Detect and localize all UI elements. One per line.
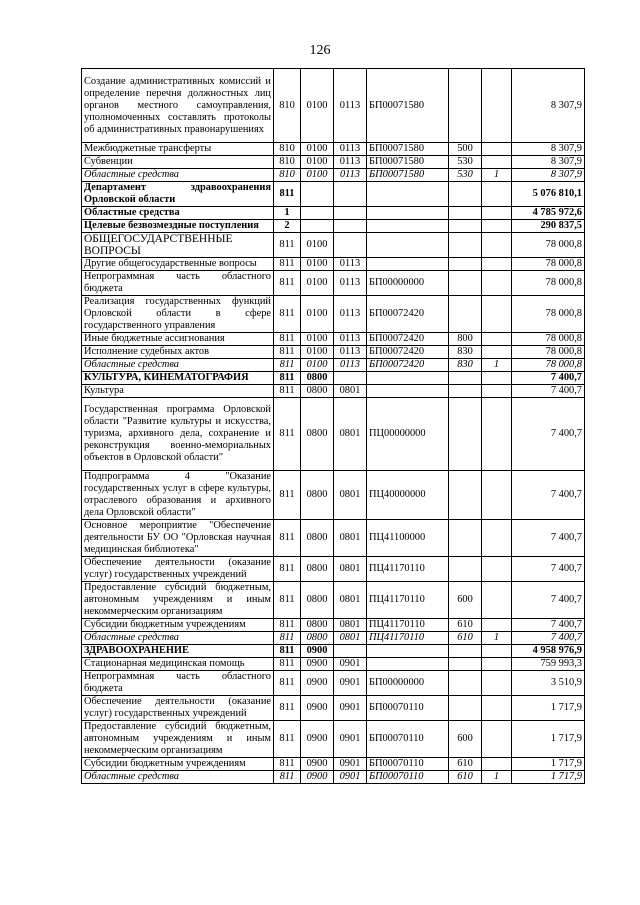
funding-source-code-cell [482, 333, 512, 346]
amount-cell: 7 400,7 [512, 520, 585, 557]
target-article-code-cell [367, 385, 449, 398]
section-code-cell [301, 207, 334, 220]
section-code-cell: 0800 [301, 582, 334, 619]
grbs-code-cell: 1 [274, 207, 301, 220]
amount-cell: 7 400,7 [512, 582, 585, 619]
expense-type-code-cell: 610 [449, 758, 482, 771]
target-article-code-cell: ПЦ00000000 [367, 398, 449, 471]
table-row [82, 471, 585, 520]
funding-source-code-cell [482, 69, 512, 143]
grbs-code-cell: 811 [274, 182, 301, 207]
row-name-cell: Предоставление субсидий бюджетным, автономным учреждениям и иным некоммерческим организациям [82, 582, 274, 619]
grbs-code-cell: 811 [274, 385, 301, 398]
amount-cell: 78 000,8 [512, 233, 585, 258]
table-row [82, 359, 585, 372]
row-name-cell: Обеспечение деятельности (оказание услуг) государственных учреждений [82, 557, 274, 582]
amount-cell: 1 717,9 [512, 758, 585, 771]
subsection-code-cell [334, 207, 367, 220]
section-code-cell: 0100 [301, 258, 334, 271]
funding-source-code-cell [482, 258, 512, 271]
section-code-cell: 0900 [301, 645, 334, 658]
table-row [82, 271, 585, 296]
table-row [82, 582, 585, 619]
amount-cell: 7 400,7 [512, 385, 585, 398]
expense-type-code-cell: 830 [449, 346, 482, 359]
row-name-cell: Создание административных комиссий и определение перечня должностных лиц органов местного самоуправления, уполномоченных составлять протоколы об административных правонарушениях [82, 69, 274, 143]
funding-source-code-cell [482, 398, 512, 471]
row-name-cell: Областные средства [82, 632, 274, 645]
section-code-cell: 0900 [301, 671, 334, 696]
subsection-code-cell: 0113 [334, 333, 367, 346]
grbs-code-cell: 811 [274, 372, 301, 385]
subsection-code-cell: 0113 [334, 169, 367, 182]
subsection-code-cell: 0113 [334, 346, 367, 359]
row-name-cell: КУЛЬТУРА, КИНЕМАТОГРАФИЯ [82, 372, 274, 385]
row-name-cell: ОБЩЕГОСУДАРСТВЕННЫЕ ВОПРОСЫ [82, 233, 274, 258]
table-row [82, 645, 585, 658]
expense-type-code-cell [449, 671, 482, 696]
grbs-code-cell: 810 [274, 156, 301, 169]
target-article-code-cell: ПЦ41100000 [367, 520, 449, 557]
expense-type-code-cell: 530 [449, 156, 482, 169]
row-name-cell: Целевые безвозмездные поступления [82, 220, 274, 233]
amount-cell: 4 785 972,6 [512, 207, 585, 220]
subsection-code-cell [334, 182, 367, 207]
subsection-code-cell: 0801 [334, 557, 367, 582]
target-article-code-cell: БП00000000 [367, 671, 449, 696]
target-article-code-cell: БП00000000 [367, 271, 449, 296]
section-code-cell: 0800 [301, 632, 334, 645]
subsection-code-cell [334, 645, 367, 658]
expense-type-code-cell [449, 557, 482, 582]
table-row [82, 632, 585, 645]
target-article-code-cell: ПЦ41170110 [367, 557, 449, 582]
table-row [82, 771, 585, 784]
funding-source-code-cell [482, 156, 512, 169]
table-row [82, 557, 585, 582]
table-row [82, 385, 585, 398]
funding-source-code-cell [482, 346, 512, 359]
table-row [82, 658, 585, 671]
subsection-code-cell: 0113 [334, 69, 367, 143]
section-code-cell: 0100 [301, 333, 334, 346]
table-row [82, 296, 585, 333]
section-code-cell: 0800 [301, 398, 334, 471]
section-code-cell: 0900 [301, 771, 334, 784]
expense-type-code-cell [449, 645, 482, 658]
subsection-code-cell [334, 233, 367, 258]
section-code-cell: 0800 [301, 385, 334, 398]
section-code-cell: 0100 [301, 69, 334, 143]
amount-cell: 7 400,7 [512, 398, 585, 471]
section-code-cell [301, 182, 334, 207]
target-article-code-cell [367, 220, 449, 233]
budget-table [81, 68, 585, 784]
grbs-code-cell: 811 [274, 333, 301, 346]
target-article-code-cell: БП00070110 [367, 771, 449, 784]
expense-type-code-cell: 600 [449, 582, 482, 619]
row-name-cell: Областные средства [82, 169, 274, 182]
funding-source-code-cell [482, 758, 512, 771]
expense-type-code-cell: 830 [449, 359, 482, 372]
section-code-cell [301, 220, 334, 233]
row-name-cell: Непрограммная часть областного бюджета [82, 271, 274, 296]
subsection-code-cell: 0901 [334, 758, 367, 771]
row-name-cell: Субсидии бюджетным учреждениям [82, 758, 274, 771]
row-name-cell: Областные средства [82, 359, 274, 372]
amount-cell: 7 400,7 [512, 619, 585, 632]
subsection-code-cell [334, 220, 367, 233]
subsection-code-cell: 0901 [334, 721, 367, 758]
target-article-code-cell [367, 645, 449, 658]
row-name-cell: Государственная программа Орловской области "Развитие культуры и искусства, туризма, архивного дела, сохранение и реконструкция военно-мемориальных объектов в Орловской области" [82, 398, 274, 471]
grbs-code-cell: 811 [274, 296, 301, 333]
row-name-cell: Областные средства [82, 207, 274, 220]
section-code-cell: 0800 [301, 520, 334, 557]
target-article-code-cell: БП00071580 [367, 156, 449, 169]
funding-source-code-cell: 1 [482, 771, 512, 784]
amount-cell: 8 307,9 [512, 169, 585, 182]
expense-type-code-cell [449, 658, 482, 671]
amount-cell: 78 000,8 [512, 346, 585, 359]
funding-source-code-cell [482, 557, 512, 582]
grbs-code-cell: 811 [274, 771, 301, 784]
subsection-code-cell: 0801 [334, 398, 367, 471]
target-article-code-cell [367, 258, 449, 271]
funding-source-code-cell [482, 271, 512, 296]
table-row [82, 671, 585, 696]
section-code-cell: 0100 [301, 359, 334, 372]
subsection-code-cell: 0113 [334, 271, 367, 296]
table-row [82, 220, 585, 233]
grbs-code-cell: 811 [274, 645, 301, 658]
amount-cell: 1 717,9 [512, 721, 585, 758]
section-code-cell: 0900 [301, 721, 334, 758]
amount-cell: 78 000,8 [512, 258, 585, 271]
expense-type-code-cell [449, 696, 482, 721]
amount-cell: 7 400,7 [512, 372, 585, 385]
amount-cell: 7 400,7 [512, 557, 585, 582]
subsection-code-cell: 0113 [334, 296, 367, 333]
funding-source-code-cell [482, 207, 512, 220]
target-article-code-cell [367, 182, 449, 207]
section-code-cell: 0800 [301, 619, 334, 632]
funding-source-code-cell [482, 296, 512, 333]
target-article-code-cell: БП00070110 [367, 721, 449, 758]
page-number: 126 [309, 43, 331, 58]
subsection-code-cell: 0901 [334, 658, 367, 671]
table-row [82, 169, 585, 182]
subsection-code-cell: 0801 [334, 520, 367, 557]
grbs-code-cell: 811 [274, 359, 301, 372]
expense-type-code-cell [449, 69, 482, 143]
row-name-cell: Непрограммная часть областного бюджета [82, 671, 274, 696]
row-name-cell: Областные средства [82, 771, 274, 784]
subsection-code-cell: 0901 [334, 771, 367, 784]
grbs-code-cell: 810 [274, 69, 301, 143]
expense-type-code-cell: 500 [449, 143, 482, 156]
row-name-cell: Субсидии бюджетным учреждениям [82, 619, 274, 632]
table-row [82, 143, 585, 156]
table-row [82, 398, 585, 471]
funding-source-code-cell: 1 [482, 632, 512, 645]
row-name-cell: Исполнение судебных актов [82, 346, 274, 359]
grbs-code-cell: 811 [274, 233, 301, 258]
table-row [82, 333, 585, 346]
row-name-cell: ЗДРАВООХРАНЕНИЕ [82, 645, 274, 658]
table-row [82, 721, 585, 758]
grbs-code-cell: 811 [274, 258, 301, 271]
funding-source-code-cell [482, 696, 512, 721]
amount-cell: 759 993,3 [512, 658, 585, 671]
subsection-code-cell: 0801 [334, 582, 367, 619]
section-code-cell: 0100 [301, 346, 334, 359]
expense-type-code-cell: 610 [449, 619, 482, 632]
grbs-code-cell: 810 [274, 143, 301, 156]
section-code-cell: 0100 [301, 156, 334, 169]
expense-type-code-cell: 800 [449, 333, 482, 346]
funding-source-code-cell [482, 721, 512, 758]
amount-cell: 5 076 810,1 [512, 182, 585, 207]
funding-source-code-cell [482, 143, 512, 156]
funding-source-code-cell [482, 385, 512, 398]
target-article-code-cell: ПЦ41170110 [367, 632, 449, 645]
grbs-code-cell: 2 [274, 220, 301, 233]
subsection-code-cell: 0801 [334, 632, 367, 645]
grbs-code-cell: 811 [274, 582, 301, 619]
grbs-code-cell: 811 [274, 658, 301, 671]
table-row [82, 233, 585, 258]
target-article-code-cell: БП00071580 [367, 143, 449, 156]
target-article-code-cell [367, 207, 449, 220]
target-article-code-cell: БП00070110 [367, 758, 449, 771]
funding-source-code-cell [482, 182, 512, 207]
expense-type-code-cell [449, 471, 482, 520]
row-name-cell: Обеспечение деятельности (оказание услуг) государственных учреждений [82, 696, 274, 721]
amount-cell: 1 717,9 [512, 696, 585, 721]
funding-source-code-cell [482, 520, 512, 557]
funding-source-code-cell [482, 619, 512, 632]
amount-cell: 8 307,9 [512, 69, 585, 143]
row-name-cell: Культура [82, 385, 274, 398]
table-row [82, 258, 585, 271]
funding-source-code-cell [482, 471, 512, 520]
amount-cell: 8 307,9 [512, 143, 585, 156]
subsection-code-cell [334, 372, 367, 385]
grbs-code-cell: 811 [274, 520, 301, 557]
target-article-code-cell: БП00071580 [367, 169, 449, 182]
target-article-code-cell: БП00070110 [367, 696, 449, 721]
section-code-cell: 0800 [301, 471, 334, 520]
section-code-cell: 0100 [301, 271, 334, 296]
grbs-code-cell: 811 [274, 557, 301, 582]
table-row [82, 619, 585, 632]
expense-type-code-cell [449, 258, 482, 271]
funding-source-code-cell [482, 582, 512, 619]
target-article-code-cell: БП00071580 [367, 69, 449, 143]
expense-type-code-cell [449, 207, 482, 220]
subsection-code-cell: 0801 [334, 619, 367, 632]
row-name-cell: Основное мероприятие "Обеспечение деятельности БУ ОО "Орловская научная медицинская библиотека" [82, 520, 274, 557]
expense-type-code-cell: 600 [449, 721, 482, 758]
row-name-cell: Межбюджетные трансферты [82, 143, 274, 156]
subsection-code-cell: 0901 [334, 671, 367, 696]
section-code-cell: 0900 [301, 696, 334, 721]
funding-source-code-cell [482, 671, 512, 696]
amount-cell: 78 000,8 [512, 333, 585, 346]
amount-cell: 78 000,8 [512, 296, 585, 333]
expense-type-code-cell [449, 220, 482, 233]
target-article-code-cell: ПЦ41170110 [367, 582, 449, 619]
row-name-cell: Иные бюджетные ассигнования [82, 333, 274, 346]
expense-type-code-cell [449, 385, 482, 398]
subsection-code-cell: 0901 [334, 696, 367, 721]
section-code-cell: 0100 [301, 296, 334, 333]
target-article-code-cell: БП00072420 [367, 359, 449, 372]
expense-type-code-cell [449, 271, 482, 296]
funding-source-code-cell [482, 233, 512, 258]
expense-type-code-cell [449, 372, 482, 385]
subsection-code-cell: 0113 [334, 143, 367, 156]
table-row [82, 372, 585, 385]
table-row [82, 182, 585, 207]
subsection-code-cell: 0801 [334, 385, 367, 398]
funding-source-code-cell [482, 372, 512, 385]
funding-source-code-cell [482, 658, 512, 671]
expense-type-code-cell: 610 [449, 771, 482, 784]
target-article-code-cell [367, 233, 449, 258]
amount-cell: 7 400,7 [512, 632, 585, 645]
table-row [82, 758, 585, 771]
target-article-code-cell [367, 372, 449, 385]
target-article-code-cell: БП00072420 [367, 333, 449, 346]
funding-source-code-cell [482, 645, 512, 658]
amount-cell: 7 400,7 [512, 471, 585, 520]
grbs-code-cell: 811 [274, 721, 301, 758]
table-row [82, 156, 585, 169]
section-code-cell: 0100 [301, 143, 334, 156]
section-code-cell: 0800 [301, 372, 334, 385]
table-row [82, 346, 585, 359]
subsection-code-cell: 0113 [334, 258, 367, 271]
row-name-cell: Другие общегосударственные вопросы [82, 258, 274, 271]
expense-type-code-cell [449, 398, 482, 471]
expense-type-code-cell [449, 520, 482, 557]
section-code-cell: 0800 [301, 557, 334, 582]
section-code-cell: 0100 [301, 169, 334, 182]
expense-type-code-cell: 610 [449, 632, 482, 645]
funding-source-code-cell [482, 220, 512, 233]
table-row [82, 207, 585, 220]
amount-cell: 1 717,9 [512, 771, 585, 784]
grbs-code-cell: 811 [274, 471, 301, 520]
grbs-code-cell: 811 [274, 271, 301, 296]
expense-type-code-cell [449, 182, 482, 207]
grbs-code-cell: 811 [274, 346, 301, 359]
table-row [82, 520, 585, 557]
section-code-cell: 0100 [301, 233, 334, 258]
row-name-cell: Департамент здравоохранения Орловской области [82, 182, 274, 207]
subsection-code-cell: 0801 [334, 471, 367, 520]
grbs-code-cell: 810 [274, 169, 301, 182]
table-row [82, 696, 585, 721]
amount-cell: 8 307,9 [512, 156, 585, 169]
expense-type-code-cell [449, 233, 482, 258]
row-name-cell: Стационарная медицинская помощь [82, 658, 274, 671]
target-article-code-cell [367, 658, 449, 671]
section-code-cell: 0900 [301, 758, 334, 771]
grbs-code-cell: 811 [274, 671, 301, 696]
target-article-code-cell: ПЦ40000000 [367, 471, 449, 520]
grbs-code-cell: 811 [274, 632, 301, 645]
target-article-code-cell: БП00072420 [367, 296, 449, 333]
amount-cell: 4 958 976,9 [512, 645, 585, 658]
grbs-code-cell: 811 [274, 758, 301, 771]
expense-type-code-cell: 530 [449, 169, 482, 182]
row-name-cell: Субвенции [82, 156, 274, 169]
amount-cell: 3 510,9 [512, 671, 585, 696]
target-article-code-cell: БП00072420 [367, 346, 449, 359]
subsection-code-cell: 0113 [334, 156, 367, 169]
expense-type-code-cell [449, 296, 482, 333]
amount-cell: 290 837,5 [512, 220, 585, 233]
amount-cell: 78 000,8 [512, 359, 585, 372]
target-article-code-cell: ПЦ41170110 [367, 619, 449, 632]
subsection-code-cell: 0113 [334, 359, 367, 372]
funding-source-code-cell: 1 [482, 169, 512, 182]
row-name-cell: Подпрограмма 4 "Оказание государственных услуг в сфере культуры, отраслевого образования и архивного дела Орловской области" [82, 471, 274, 520]
grbs-code-cell: 811 [274, 619, 301, 632]
grbs-code-cell: 811 [274, 696, 301, 721]
row-name-cell: Реализация государственных функций Орловской области в сфере государственного управления [82, 296, 274, 333]
table-row [82, 69, 585, 143]
grbs-code-cell: 811 [274, 398, 301, 471]
funding-source-code-cell: 1 [482, 359, 512, 372]
row-name-cell: Предоставление субсидий бюджетным, автономным учреждениям и иным некоммерческим организациям [82, 721, 274, 758]
section-code-cell: 0900 [301, 658, 334, 671]
amount-cell: 78 000,8 [512, 271, 585, 296]
